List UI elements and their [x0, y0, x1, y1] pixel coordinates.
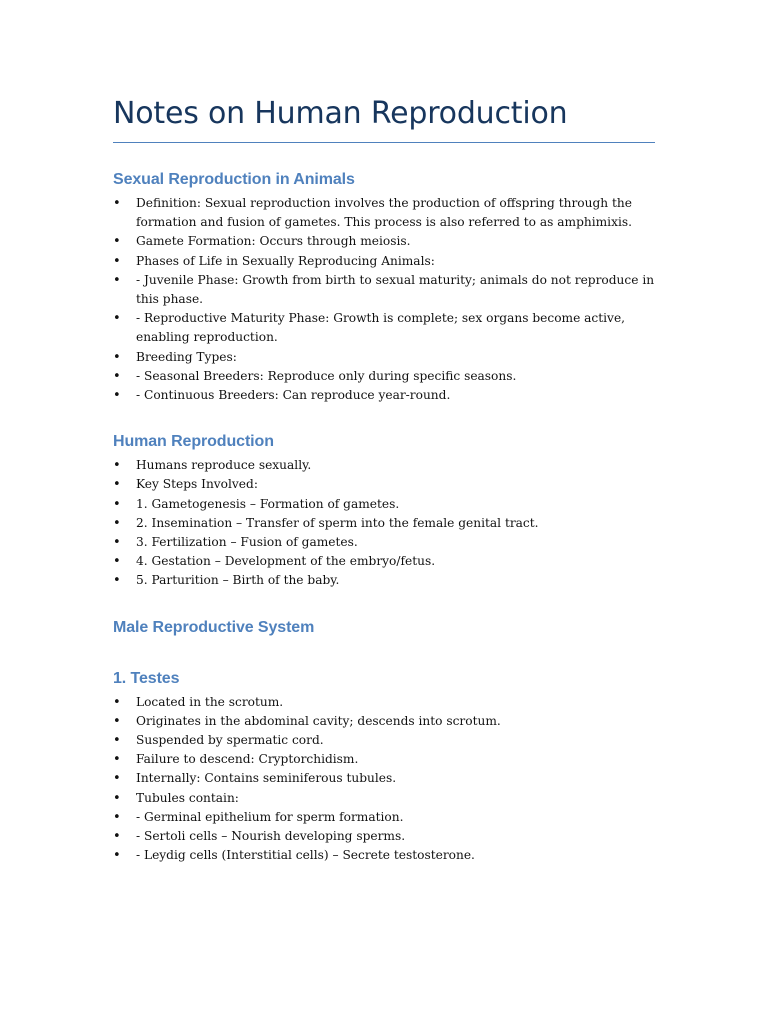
bullet-list-human-reproduction — [113, 456, 658, 590]
list-item: • Humans reproduce sexually. — [113, 456, 656, 475]
list-item: • 5. Parturition – Birth of the baby. — [113, 571, 656, 590]
bullet-list-sexual-reproduction — [113, 194, 658, 405]
list-item: • - Germinal epithelium for sperm formation. — [113, 808, 656, 827]
list-item: • 4. Gestation – Development of the embryo/fetus. — [113, 552, 656, 571]
list-item: • - Seasonal Breeders: Reproduce only during specific seasons. — [113, 367, 656, 386]
list-item: • Definition: Sexual reproduction involves the production of offspring through the formation and fusion of gametes. This process is also referred to as amphimixis. — [113, 194, 656, 232]
list-item: • - Leydig cells (Interstitial cells) – Secrete testosterone. — [113, 846, 656, 865]
list-item: • 3. Fertilization – Fusion of gametes. — [113, 533, 656, 552]
list-item: • Key Steps Involved: — [113, 475, 656, 494]
list-item: • - Reproductive Maturity Phase: Growth is complete; sex organs become active, enabling reproduction. — [113, 309, 656, 347]
list-item: • Located in the scrotum. — [113, 693, 656, 712]
list-item: • 1. Gametogenesis – Formation of gametes. — [113, 495, 656, 514]
section-heading-sexual-reproduction: Sexual Reproduction in Animals — [113, 171, 355, 188]
list-item: • Breeding Types: — [113, 348, 656, 367]
list-item: • 2. Insemination – Transfer of sperm into the female genital tract. — [113, 514, 656, 533]
list-item: • Phases of Life in Sexually Reproducing Animals: — [113, 252, 656, 271]
list-item: • Internally: Contains seminiferous tubules. — [113, 769, 656, 788]
list-item: • - Juvenile Phase: Growth from birth to sexual maturity; animals do not reproduce in this phase. — [113, 271, 656, 309]
bullet-list-testes — [113, 693, 658, 866]
title-divider — [113, 142, 655, 143]
list-item: • - Sertoli cells – Nourish developing sperms. — [113, 827, 656, 846]
list-item: • Gamete Formation: Occurs through meiosis. — [113, 232, 656, 251]
list-item: • Failure to descend: Cryptorchidism. — [113, 750, 656, 769]
section-heading-testes: 1. Testes — [113, 669, 180, 687]
section-heading-male-reproductive-system: Male Reproductive System — [113, 618, 315, 636]
list-item: • - Continuous Breeders: Can reproduce year-round. — [113, 386, 656, 405]
list-item: • Tubules contain: — [113, 789, 656, 808]
page-title: Notes on Human Reproduction — [113, 96, 568, 131]
list-item: • Originates in the abdominal cavity; descends into scrotum. — [113, 712, 656, 731]
list-item: • Suspended by spermatic cord. — [113, 731, 656, 750]
section-heading-human-reproduction: Human Reproduction — [113, 433, 274, 451]
